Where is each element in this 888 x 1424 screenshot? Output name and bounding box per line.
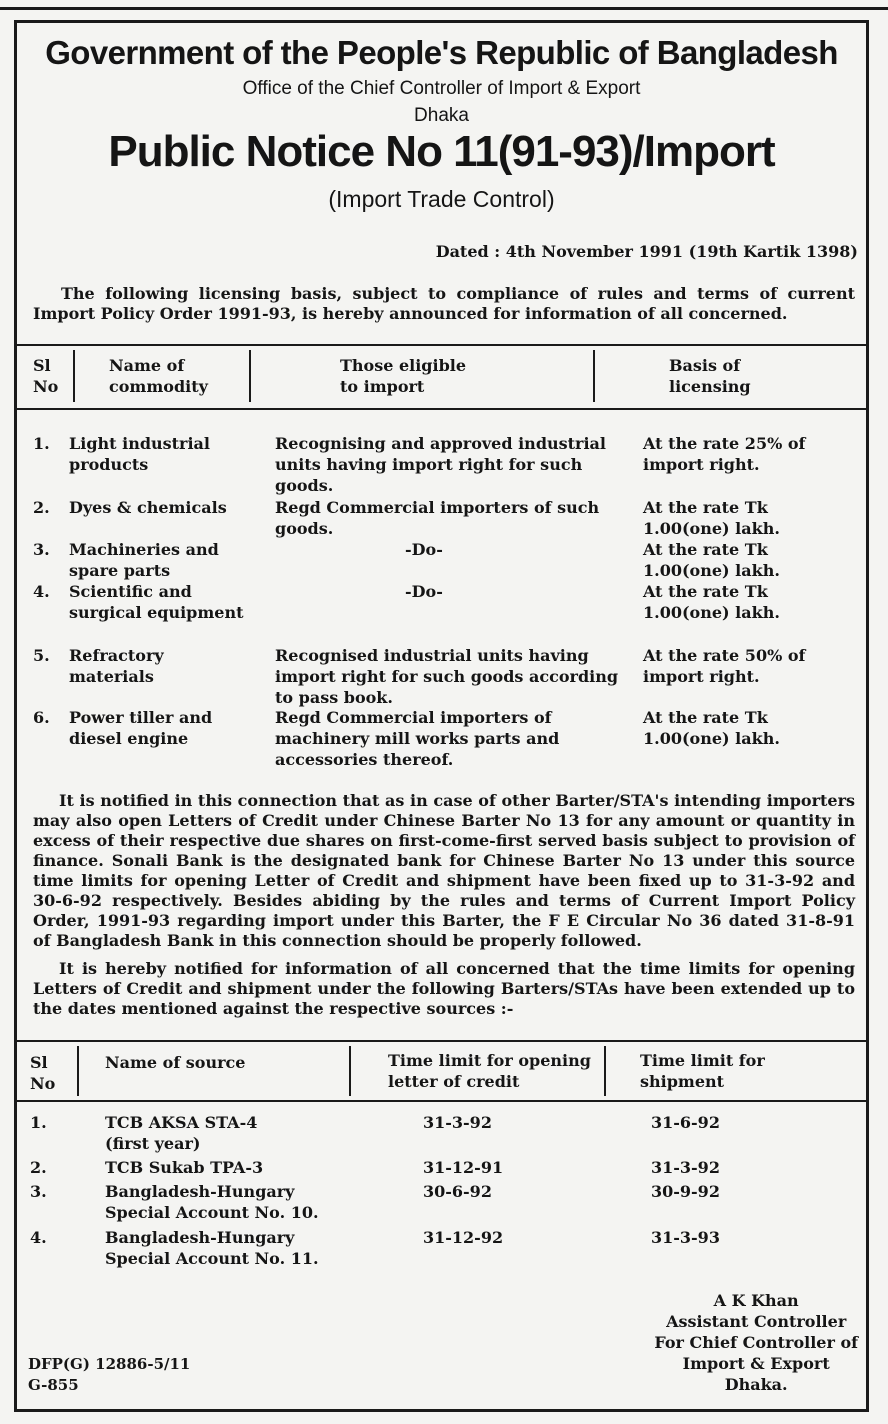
- row-lc-limit: 31-3-92: [423, 1113, 492, 1132]
- table1-top-rule: [17, 344, 866, 346]
- footer-code: DFP(G) 12886-5/11: [28, 1355, 191, 1373]
- signatory-line: For Chief Controller of: [654, 1333, 858, 1352]
- row-eligible: Regd Commercial importers of machinery mill works parts and accessories thereof.: [275, 708, 560, 769]
- row-commodity: Machineries and spare parts: [69, 540, 219, 580]
- row-shipment-limit: 31-3-92: [651, 1158, 720, 1177]
- row-sl: 2.: [33, 498, 50, 517]
- row-eligible: Regd Commercial importers of such goods.: [275, 498, 600, 538]
- row-sl: 1.: [30, 1113, 47, 1132]
- city-heading: Dhaka: [414, 105, 469, 126]
- table1-divider: [73, 350, 75, 402]
- row-source: TCB Sukab TPA-3: [105, 1158, 264, 1177]
- row-lc-limit: 31-12-92: [423, 1228, 504, 1247]
- signatory-title: Assistant Controller: [666, 1312, 847, 1331]
- government-heading: Government of the People's Republic of Bangladesh: [45, 34, 838, 71]
- row-sl: 3.: [33, 540, 50, 559]
- row-sl: 5.: [33, 646, 50, 665]
- row-lc-limit: 31-12-91: [423, 1158, 504, 1177]
- office-heading: Office of the Chief Controller of Import & Export: [242, 78, 641, 99]
- notice-date: Dated : 4th November 1991 (19th Kartik 1398): [435, 242, 858, 261]
- table2-top-rule: [17, 1040, 866, 1042]
- row-source: TCB AKSA STA-4 (first year): [105, 1113, 258, 1153]
- footer-codes: [28, 1354, 190, 1396]
- row-source: Bangladesh-Hungary Special Account No. 10.: [105, 1182, 319, 1222]
- table1-header-commodity: Name of commodity: [109, 356, 208, 396]
- row-shipment-limit: 30-9-92: [651, 1182, 720, 1201]
- table1-header-rule: [17, 408, 866, 410]
- barter-paragraph: It is notified in this connection that as in case of other Barter/STA's intending importers may also open Letters of Credit under Chinese Barter No 13 for any amount or quantity in excess of their respective due shares on first-come-first served basis subject to provision of finance. Sonali Bank is the designated bank for Chinese Barter No 13 under this source time limits for opening Letter of Credit and shipment have been fixed up to 31-3-92 and 30-6-92 respectively. Besides abiding by the rules and terms of Current Import Policy Order, 1991-93 regarding import under this Barter, the F E Circular No 36 dated 31-8-91 of Bangladesh Bank in this connection should be properly followed.: [33, 791, 855, 950]
- table2-header-lc: Time limit for opening letter of credit: [388, 1051, 591, 1091]
- row-basis: At the rate Tk 1.00(one) lakh.: [643, 498, 780, 538]
- row-eligible: Recognising and approved industrial units having import right for such goods.: [275, 434, 606, 495]
- table1-divider: [249, 350, 251, 402]
- table2-header-source: Name of source: [105, 1053, 246, 1072]
- row-commodity: Dyes & chemicals: [69, 498, 227, 517]
- row-basis: At the rate 50% of import right.: [643, 646, 806, 686]
- row-eligible: Recognised industrial units having import right for such goods according to pass book.: [275, 646, 619, 707]
- top-rule: [0, 7, 888, 10]
- table2-header-rule: [17, 1100, 866, 1102]
- row-commodity: Light industrial products: [69, 434, 210, 474]
- signatory-name: A K Khan: [713, 1291, 799, 1310]
- row-source: Bangladesh-Hungary Special Account No. 11.: [105, 1228, 319, 1268]
- signature-block: [654, 1290, 858, 1395]
- row-basis: At the rate Tk 1.00(one) lakh.: [643, 708, 780, 748]
- row-sl: 2.: [30, 1158, 47, 1177]
- row-sl: 4.: [30, 1228, 47, 1247]
- row-sl: 3.: [30, 1182, 47, 1201]
- table2-header-sl: Sl No: [30, 1053, 56, 1093]
- row-basis: At the rate Tk 1.00(one) lakh.: [643, 582, 780, 622]
- table1-header-basis: Basis of licensing: [669, 356, 751, 396]
- notice-subtitle: (Import Trade Control): [328, 186, 555, 212]
- table1-header-sl: Sl No: [33, 356, 59, 396]
- table2-divider: [604, 1046, 606, 1096]
- row-commodity: Refractory materials: [69, 646, 164, 686]
- row-sl: 1.: [33, 434, 50, 453]
- table2-divider: [77, 1046, 79, 1096]
- signatory-line: Dhaka.: [724, 1375, 788, 1394]
- row-lc-limit: 30-6-92: [423, 1182, 492, 1201]
- row-shipment-limit: 31-6-92: [651, 1113, 720, 1132]
- row-shipment-limit: 31-3-93: [651, 1228, 720, 1247]
- row-sl: 6.: [33, 708, 50, 727]
- table2-header-shipment: Time limit for shipment: [640, 1051, 765, 1091]
- row-sl: 4.: [33, 582, 50, 601]
- table1-header-eligible: Those eligible to import: [340, 356, 467, 396]
- footer-code: G-855: [28, 1376, 79, 1394]
- row-eligible: -Do-: [405, 540, 443, 559]
- notice-title: Public Notice No 11(91-93)/Import: [108, 127, 775, 176]
- row-basis: At the rate 25% of import right.: [643, 434, 806, 474]
- table1-divider: [593, 350, 595, 402]
- signatory-line: Import & Export: [682, 1354, 830, 1373]
- row-basis: At the rate Tk 1.00(one) lakh.: [643, 540, 780, 580]
- row-eligible: -Do-: [405, 582, 443, 601]
- row-commodity: Scientific and surgical equipment: [69, 582, 244, 622]
- table2-divider: [349, 1046, 351, 1096]
- row-commodity: Power tiller and diesel engine: [69, 708, 213, 748]
- extension-paragraph: It is hereby notified for information of all concerned that the time limits for opening Letters of Credit and shipment under the following Barters/STAs have been extended up to the dates mentioned against the respective sources :-: [33, 959, 855, 1018]
- intro-paragraph: The following licensing basis, subject to compliance of rules and terms of current Import Policy Order 1991-93, is hereby announced for information of all concerned.: [33, 284, 855, 323]
